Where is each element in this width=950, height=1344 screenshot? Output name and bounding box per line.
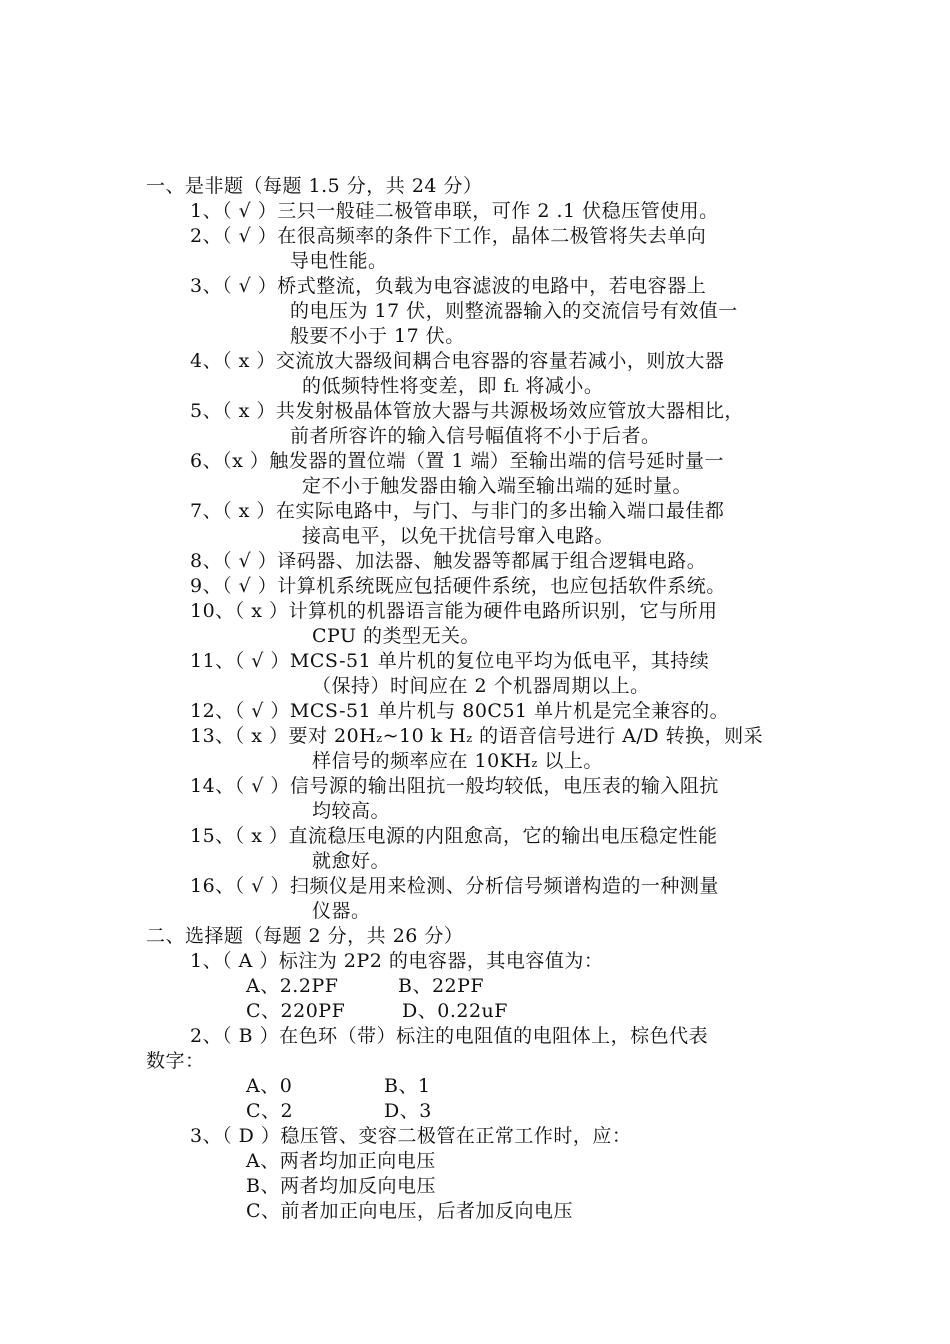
judgement-item-3-cont: 的电压为 17 伏，则整流器输入的交流信号有效值一 bbox=[290, 300, 738, 322]
choice-q2-stem-cont: 数字： bbox=[146, 1050, 205, 1072]
judgement-item-7-cont: 接高电平，以免干扰信号窜入电路。 bbox=[302, 525, 615, 547]
judgement-item-3-cont2: 般要不小于 17 伏。 bbox=[290, 325, 465, 347]
choice-q1-stem: 1、（ A ）标注为 2P2 的电容器，其电容值为： bbox=[190, 950, 604, 972]
choice-q3-option-b: B、两者均加反向电压 bbox=[246, 1175, 436, 1197]
choice-q2-option-d: D、3 bbox=[384, 1100, 432, 1122]
judgement-item-4-cont: 的低频特性将变差，即 fL 将减小。 bbox=[302, 375, 604, 397]
choice-q1-option-b: B、22PF bbox=[398, 975, 485, 997]
judgement-item-10: 10、（ x ）计算机的机器语言能为硬件电路所识别，它与所用 bbox=[190, 600, 718, 622]
judgement-item-8: 8、（ √ ）译码器、加法器、触发器等都属于组合逻辑电路。 bbox=[190, 550, 707, 572]
choice-q1-option-c: C、220PF bbox=[246, 1000, 346, 1022]
judgement-item-11-cont: （保持）时间应在 2 个机器周期以上。 bbox=[312, 675, 650, 697]
judgement-item-2: 2、（ √ ）在很高频率的条件下工作，晶体二极管将失去单向 bbox=[190, 225, 707, 247]
judgement-item-1: 1、（ √ ）三只一般硅二极管串联，可作 2 .1 伏稳压管使用。 bbox=[190, 200, 719, 222]
choice-q2-option-a: A、0 bbox=[246, 1075, 293, 1097]
judgement-item-7: 7、（ x ）在实际电路中，与门、与非门的多出输入端口最佳都 bbox=[190, 500, 725, 522]
judgement-item-5: 5、（ x ）共发射极晶体管放大器与共源极场效应管放大器相比， bbox=[190, 400, 744, 422]
judgement-item-14-cont: 均较高。 bbox=[312, 800, 391, 822]
choice-q3-stem: 3、（ D ）稳压管、变容二极管在正常工作时，应： bbox=[190, 1125, 632, 1147]
judgement-item-2-cont: 导电性能。 bbox=[290, 250, 388, 272]
judgement-item-14: 14、（ √ ）信号源的输出阻抗一般均较低，电压表的输入阻抗 bbox=[190, 775, 719, 797]
judgement-item-13-cont: 样信号的频率应在 10KHz 以上。 bbox=[312, 750, 603, 772]
choice-q2-stem: 2、（ B ）在色环（带）标注的电阻值的电阻体上，棕色代表 bbox=[190, 1025, 709, 1047]
choice-q2-option-c: C、2 bbox=[246, 1100, 294, 1122]
judgement-item-10-cont: CPU 的类型无关。 bbox=[312, 625, 481, 647]
choice-q3-option-a: A、两者均加正向电压 bbox=[246, 1150, 436, 1172]
judgement-item-3: 3、（ √ ）桥式整流，负载为电容滤波的电路中，若电容器上 bbox=[190, 275, 707, 297]
judgement-item-16-cont: 仪器。 bbox=[312, 900, 371, 922]
judgement-item-6: 6、（x ）触发器的置位端（置 1 端）至输出端的信号延时量一 bbox=[190, 450, 725, 472]
judgement-item-4: 4、（ x ）交流放大器级间耦合电容器的容量若减小，则放大器 bbox=[190, 350, 725, 372]
section1-heading: 一、是非题（每题 1.5 分，共 24 分） bbox=[146, 175, 483, 197]
judgement-item-12: 12、（ √ ）MCS-51 单片机与 80C51 单片机是完全兼容的。 bbox=[190, 700, 730, 722]
section2-heading: 二、选择题（每题 2 分，共 26 分） bbox=[146, 925, 464, 947]
choice-q1-option-d: D、0.22uF bbox=[402, 1000, 508, 1022]
judgement-item-15-cont: 就愈好。 bbox=[312, 850, 391, 872]
judgement-item-13: 13、（ x ）要对 20Hz~10 k Hz 的语音信号进行 A/D 转换，则采 bbox=[190, 725, 764, 747]
judgement-item-5-cont: 前者所容许的输入信号幅值将不小于后者。 bbox=[290, 425, 661, 447]
choice-q3-option-c: C、前者加正向电压，后者加反向电压 bbox=[246, 1200, 574, 1222]
choice-q1-option-a: A、2.2PF bbox=[246, 975, 339, 997]
judgement-item-11: 11、（ √ ）MCS-51 单片机的复位电平均为低电平，其持续 bbox=[190, 650, 710, 672]
judgement-item-16: 16、（ √ ）扫频仪是用来检测、分析信号频谱构造的一种测量 bbox=[190, 875, 719, 897]
choice-q2-option-b: B、1 bbox=[384, 1075, 431, 1097]
judgement-item-15: 15、（ x ）直流稳压电源的内阻愈高，它的输出电压稳定性能 bbox=[190, 825, 718, 847]
judgement-item-6-cont: 定不小于触发器由输入端至输出端的延时量。 bbox=[302, 475, 693, 497]
judgement-item-9: 9、（ √ ）计算机系统既应包括硬件系统，也应包括软件系统。 bbox=[190, 575, 726, 597]
